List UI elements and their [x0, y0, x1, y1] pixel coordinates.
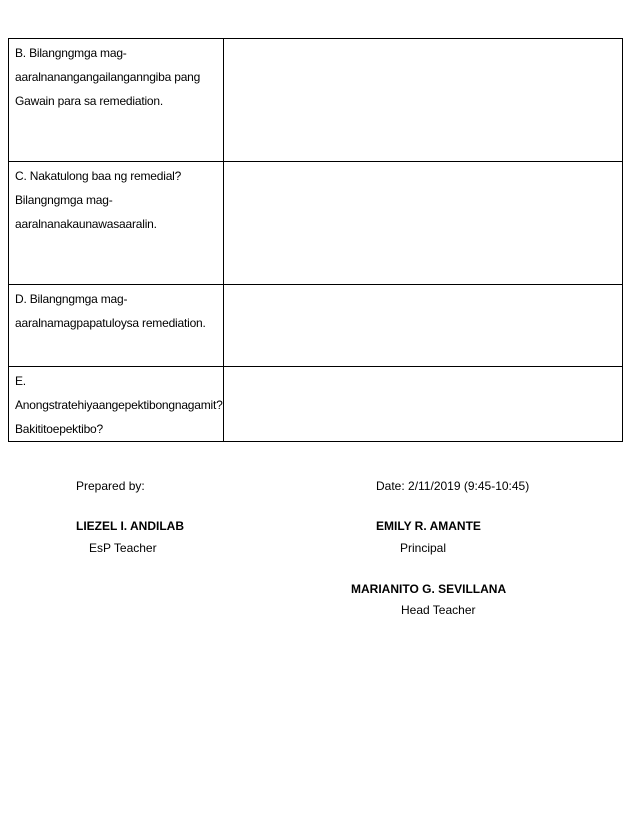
- question-line: Anongstratehiyaangepektibongnagamit?: [15, 398, 223, 412]
- question-line: aaralnanangangailanganngiba pang: [15, 70, 201, 84]
- head-teacher-title: Head Teacher: [401, 603, 476, 617]
- answer-cell: [224, 162, 623, 285]
- question-line: D. Bilangngmga mag-: [15, 292, 128, 306]
- question-line: B. Bilangngmga mag-: [15, 46, 127, 60]
- teacher-title: EsP Teacher: [89, 541, 157, 555]
- table-row: [9, 162, 623, 285]
- question-cell: [9, 162, 224, 285]
- head-teacher-name: MARIANITO G. SEVILLANA: [351, 582, 507, 596]
- prepared-by-label: Prepared by:: [76, 479, 145, 493]
- question-cell: [9, 367, 224, 442]
- answer-cell: [224, 367, 623, 442]
- question-line: Bilangngmga mag-: [15, 193, 113, 207]
- teacher-name: LIEZEL I. ANDILAB: [76, 519, 184, 533]
- question-line: aaralnanakaunawasaaralin.: [15, 217, 157, 231]
- question-line: aaralnamagpapatuloysa remediation.: [15, 316, 206, 330]
- question-cell: [9, 285, 224, 367]
- principal-title: Principal: [400, 541, 447, 555]
- table-row: [9, 367, 623, 442]
- question-line: C. Nakatulong baa ng remedial?: [15, 169, 182, 183]
- question-line: E.: [15, 374, 26, 388]
- question-line: Gawain para sa remediation.: [15, 94, 164, 108]
- date-label: Date: 2/11/2019 (9:45-10:45): [376, 479, 530, 493]
- question-cell: [9, 39, 224, 162]
- principal-name: EMILY R. AMANTE: [376, 519, 481, 533]
- table-row: [9, 285, 623, 367]
- remediation-table: [8, 38, 623, 442]
- answer-cell: [224, 285, 623, 367]
- question-line: Bakititoepektibo?: [15, 422, 103, 436]
- table-row: [9, 39, 623, 162]
- answer-cell: [224, 39, 623, 162]
